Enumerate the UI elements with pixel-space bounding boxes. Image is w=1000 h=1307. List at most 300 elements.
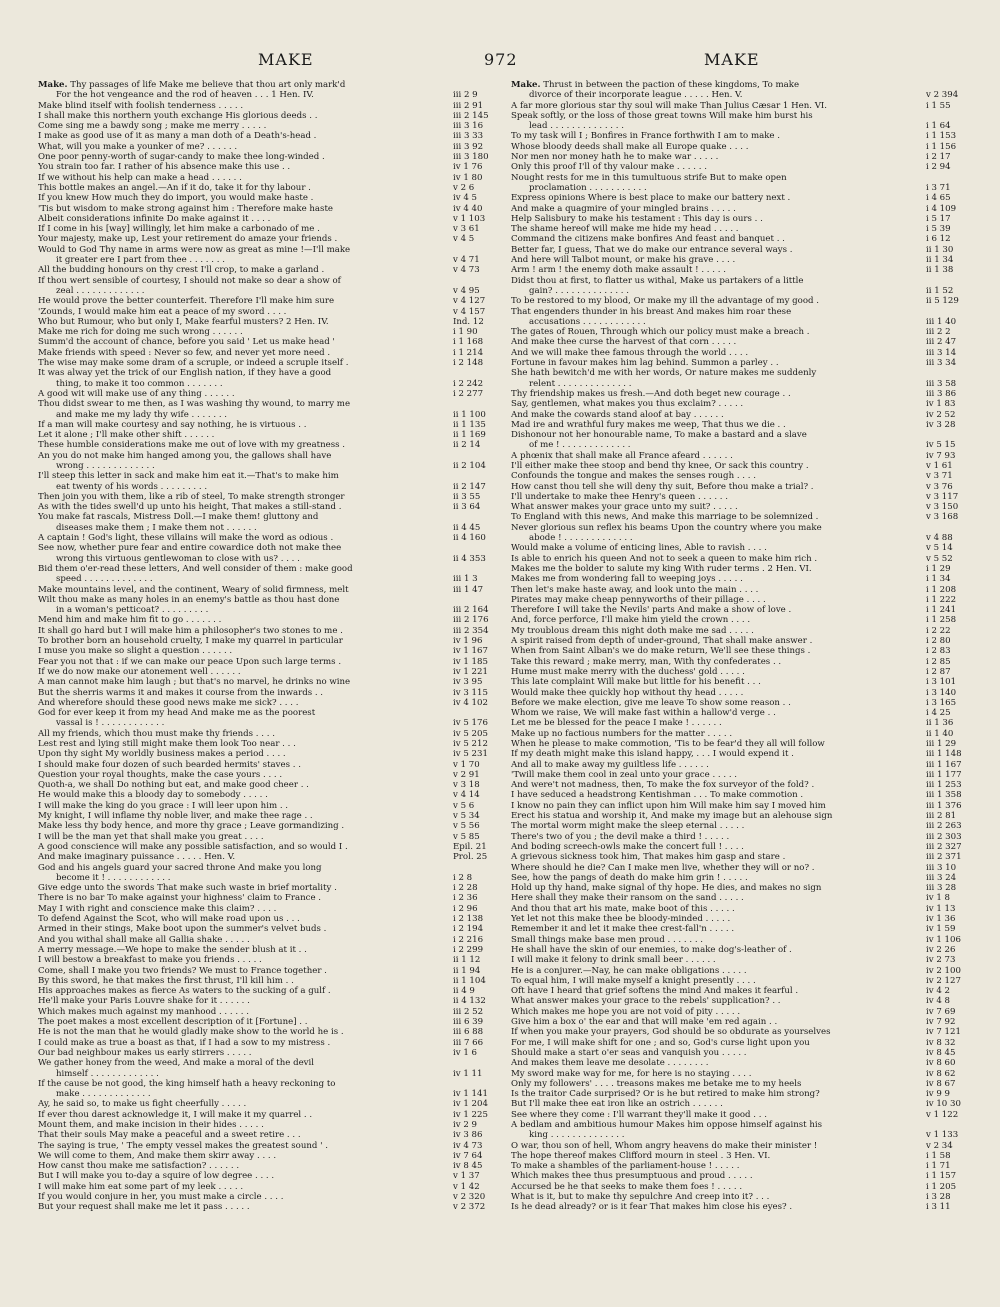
act-scene-line-reference: ii 4 160 xyxy=(451,533,513,543)
act-scene-line-reference: i 1 71 xyxy=(924,1161,986,1171)
quotation-text: Wilt thou make as many holes in an enemy's battle as thou hast done xyxy=(38,594,340,605)
act-scene-line-reference: iii 1 358 xyxy=(924,790,986,800)
concordance-line xyxy=(38,1161,513,1171)
act-scene-line-reference: i 1 58 xyxy=(924,1151,986,1161)
quotation-text: Make mountains level, and the continent, Weary of solid firmness, melt xyxy=(38,584,349,595)
quotation-text: How canst thou make me satisfaction? . . . . . . xyxy=(38,1161,240,1172)
quotation-text: There's two of you ; the devil make a third ! . . . . . xyxy=(511,831,730,842)
quotation-text: That engenders thunder in his breast And makes him roar these xyxy=(511,306,792,317)
quotation-text: If you would conjure in her, you must make a circle . . . . xyxy=(38,1192,284,1203)
quotation-text: Dishonour not her honourable name, To make a bastard and a slave xyxy=(511,430,807,441)
quotation-text: Thou didst swear to me then, as I was washing thy wound, to marry me xyxy=(38,399,351,410)
act-scene-line-reference: v 5 52 xyxy=(924,554,986,564)
quotation-text: Small things make base men proud . . . . . . . xyxy=(511,934,704,945)
act-scene-line-reference: iv 2 26 xyxy=(924,945,986,955)
quotation-text: eat twenty of his words . . . . . . . . . xyxy=(56,481,208,492)
quotation-text: Here shall they make their ransom on the sand . . . . . xyxy=(511,893,744,904)
act-scene-line-reference: iv 3 86 xyxy=(451,1130,513,1140)
concordance-line xyxy=(38,554,513,564)
quotation-text: And we will make thee famous through the world . . . . xyxy=(511,347,749,358)
quotation-text: I will make him eat some part of my leek . . . . . xyxy=(38,1181,244,1192)
act-scene-line-reference: i 3 71 xyxy=(924,183,986,193)
act-scene-line-reference: v 4 127 xyxy=(451,296,513,306)
quotation-text: A far more glorious star thy soul will make Than Julius Cæsar 1 Hen. VI. xyxy=(511,100,828,111)
concordance-line xyxy=(38,636,513,646)
concordance-line xyxy=(511,1110,986,1120)
quotation-text: Makes me the bolder to salute my king With ruder terms . 2 Hen. VI. xyxy=(511,563,812,574)
quotation-text: proclamation . . . . . . . . . . . xyxy=(529,182,647,193)
quotation-text: Would make a volume of enticing lines, Able to ravish . . . . xyxy=(511,543,767,554)
concordance-line xyxy=(511,1192,986,1202)
act-scene-line-reference: ii 3 64 xyxy=(451,502,513,512)
concordance-line xyxy=(38,286,513,296)
act-scene-line-reference: i 3 28 xyxy=(924,1192,986,1202)
concordance-line xyxy=(38,255,513,265)
concordance-line xyxy=(38,924,513,934)
quotation-text: And make the cowards stand aloof at bay . . . . . . xyxy=(511,409,724,420)
concordance-line xyxy=(38,152,513,162)
concordance-line xyxy=(511,626,986,636)
act-scene-line-reference: iii 1 167 xyxy=(924,760,986,770)
act-scene-line-reference: iv 1 13 xyxy=(924,904,986,914)
quotation-text: Make. Thrust in between the paction of these kingdoms, To make xyxy=(511,80,800,90)
quotation-text: It shall go hard but I will make him a philosopher's two stones to me . xyxy=(38,625,343,636)
quotation-text: He is a conjurer.—Nay, he can make obligations . . . . . xyxy=(511,965,747,976)
act-scene-line-reference: iv 2 52 xyxy=(924,410,986,420)
act-scene-line-reference: iii 1 47 xyxy=(451,585,513,595)
act-scene-line-reference: ii 4 45 xyxy=(451,523,513,533)
quotation-text: Let me be blessed for the peace I make ! . . . . . . xyxy=(511,718,722,729)
concordance-line xyxy=(38,996,513,1006)
concordance-line xyxy=(511,904,986,914)
act-scene-line-reference: ii 4 9 xyxy=(451,986,513,996)
concordance-line xyxy=(511,1130,986,1140)
concordance-line xyxy=(511,749,986,759)
quotation-text: A merry message.—We hope to make the sender blush at it . . xyxy=(38,944,307,955)
act-scene-line-reference: iv 2 100 xyxy=(924,966,986,976)
act-scene-line-reference: v 5 56 xyxy=(451,821,513,831)
act-scene-line-reference: i 3 101 xyxy=(924,677,986,687)
quotation-text: it greater ere I part from thee . . . . . . . xyxy=(56,255,225,266)
concordance-line xyxy=(38,265,513,275)
act-scene-line-reference: iii 1 29 xyxy=(924,739,986,749)
quotation-text: Whom we raise, We will make fast within a hallow'd verge . . xyxy=(511,708,776,719)
act-scene-line-reference: v 1 70 xyxy=(451,760,513,770)
quotation-text: If ever thou darest acknowledge it, I will make it my quarrel . . xyxy=(38,1109,313,1120)
quotation-text: My knight, I will inflame thy noble liver, and make thee rage . . xyxy=(38,811,313,822)
concordance-line xyxy=(511,234,986,244)
concordance-line xyxy=(511,976,986,986)
act-scene-line-reference: iv 5 176 xyxy=(451,718,513,728)
quotation-text: A man cannot make him laugh ; but that's no marvel, he drinks no wine xyxy=(38,677,351,688)
quotation-text: When from Saint Alban's we do make return, We'll see these things . xyxy=(511,646,811,657)
quotation-text: Come sing me a bawdy song ; make me merry . . . . . xyxy=(38,121,267,132)
concordance-line xyxy=(38,780,513,790)
act-scene-line-reference: iv 1 6 xyxy=(451,1048,513,1058)
act-scene-line-reference: v 1 133 xyxy=(924,1130,986,1140)
concordance-line xyxy=(38,317,513,327)
act-scene-line-reference: i 2 85 xyxy=(924,657,986,667)
concordance-line xyxy=(38,492,513,502)
act-scene-line-reference: v 5 6 xyxy=(451,801,513,811)
act-scene-line-reference: iii 6 39 xyxy=(451,1017,513,1027)
act-scene-line-reference: iv 4 102 xyxy=(451,698,513,708)
quotation-text: And you withal shall make all Gallia shake . . . . . xyxy=(38,934,250,945)
quotation-text: And wherefore should these good news make me sick? . . . . xyxy=(38,697,299,708)
quotation-text: Then join you with them, like a rib of steel, To make strength stronger xyxy=(38,491,345,502)
quotation-text: Would to God Thy name in arms were now as great as mine !—I'll make xyxy=(38,244,351,255)
concordance-line xyxy=(38,410,513,420)
quotation-text: If thou wert sensible of courtesy, I should not make so dear a show of xyxy=(38,275,341,286)
concordance-line xyxy=(511,574,986,584)
quotation-text: Our bad neighbour makes us early stirrers . . . . . xyxy=(38,1047,252,1058)
act-scene-line-reference: iv 1 225 xyxy=(451,1110,513,1120)
concordance-line xyxy=(511,1151,986,1161)
act-scene-line-reference: iv 8 45 xyxy=(924,1048,986,1058)
quotation-text: zeal . . . . . . . . . . . . . xyxy=(56,285,145,296)
quotation-text: and make me my lady thy wife . . . . . . . xyxy=(56,409,228,420)
act-scene-line-reference: iv 2 9 xyxy=(451,1120,513,1130)
concordance-line xyxy=(38,420,513,430)
act-scene-line-reference: ii 1 30 xyxy=(924,245,986,255)
quotation-text: My troublous dream this night doth make me sad . . . . . xyxy=(511,625,754,636)
quotation-text: All my friends, which thou must make thy friends . . . . xyxy=(38,728,275,739)
concordance-line xyxy=(38,1038,513,1048)
concordance-line xyxy=(511,1089,986,1099)
concordance-line xyxy=(38,399,513,409)
act-scene-line-reference: iii 3 33 xyxy=(451,131,513,141)
act-scene-line-reference: i 4 109 xyxy=(924,204,986,214)
quotation-text: Would make thee quickly hop without thy head . . . . . xyxy=(511,687,744,698)
quotation-text: To make a shambles of the parliament-house ! . . . . . xyxy=(511,1161,740,1172)
quotation-text: There is no bar To make against your highness' claim to France . xyxy=(38,893,321,904)
concordance-line xyxy=(511,770,986,780)
concordance-line xyxy=(511,564,986,574)
concordance-line xyxy=(511,1058,986,1068)
act-scene-line-reference: iv 10 30 xyxy=(924,1099,986,1109)
act-scene-line-reference: i 1 29 xyxy=(924,564,986,574)
concordance-line xyxy=(38,379,513,389)
concordance-line xyxy=(38,327,513,337)
concordance-line xyxy=(511,482,986,492)
act-scene-line-reference: i 1 208 xyxy=(924,585,986,595)
concordance-line xyxy=(511,1027,986,1037)
concordance-line xyxy=(511,863,986,873)
quotation-text: My sword make way for me, for here is no staying . . . . xyxy=(511,1068,752,1079)
quotation-text: Mount them, and make incision in their hides . . . . . xyxy=(38,1119,264,1130)
concordance-line xyxy=(38,852,513,862)
quotation-text: lead . . . . . . . . . . . . . . xyxy=(529,121,624,132)
act-scene-line-reference: i 2 96 xyxy=(451,904,513,914)
quotation-text: Make me rich for doing me such wrong . . . . . . xyxy=(38,327,243,338)
act-scene-line-reference: i 2 242 xyxy=(451,379,513,389)
act-scene-line-reference: iv 4 5 xyxy=(451,193,513,203)
quotation-text: Bid them o'er-read these letters, And well consider of them : make good xyxy=(38,563,353,574)
concordance-line xyxy=(38,718,513,728)
concordance-line xyxy=(38,234,513,244)
act-scene-line-reference: ii 1 40 xyxy=(924,729,986,739)
quotation-text: If a man will make courtesy and say nothing, he is virtuous . . xyxy=(38,419,307,430)
quotation-text: The wise may make some dram of a scruple, or indeed a scruple itself . xyxy=(38,358,349,369)
act-scene-line-reference: iii 3 180 xyxy=(451,152,513,162)
act-scene-line-reference: v 4 88 xyxy=(924,533,986,543)
quotation-text: Fortune in favour makes him lag behind. Summon a parley . . xyxy=(511,358,779,369)
concordance-line xyxy=(511,935,986,945)
quotation-text: vassal is ! . . . . . . . . . . . . xyxy=(56,718,165,729)
concordance-line xyxy=(511,1182,986,1192)
act-scene-line-reference: iii 1 376 xyxy=(924,801,986,811)
act-scene-line-reference: iii 2 81 xyxy=(924,811,986,821)
act-scene-line-reference: iv 8 67 xyxy=(924,1079,986,1089)
act-scene-line-reference: v 4 71 xyxy=(451,255,513,265)
act-scene-line-reference: iii 3 92 xyxy=(451,142,513,152)
act-scene-line-reference: v 2 394 xyxy=(924,90,986,100)
quotation-text: Make friends with speed : Never so few, and never yet more need . xyxy=(38,347,331,358)
act-scene-line-reference: iv 3 28 xyxy=(924,420,986,430)
concordance-line xyxy=(38,440,513,450)
act-scene-line-reference: iii 3 14 xyxy=(924,348,986,358)
act-scene-line-reference: v 2 6 xyxy=(451,183,513,193)
concordance-line xyxy=(511,214,986,224)
concordance-line xyxy=(511,636,986,646)
act-scene-line-reference: iii 2 354 xyxy=(451,626,513,636)
quotation-text: Fear you not that : if we can make our peace Upon such large terms . xyxy=(38,656,342,667)
act-scene-line-reference: i 1 241 xyxy=(924,605,986,615)
concordance-line xyxy=(511,986,986,996)
concordance-line xyxy=(511,471,986,481)
concordance-line xyxy=(511,924,986,934)
concordance-line xyxy=(511,1099,986,1109)
act-scene-line-reference: ii 1 135 xyxy=(451,420,513,430)
quotation-text: Only my followers' . . . . treasons makes me betake me to my heels xyxy=(511,1078,802,1089)
act-scene-line-reference: i 1 34 xyxy=(924,574,986,584)
act-scene-line-reference: i 1 157 xyxy=(924,1171,986,1181)
quotation-text: If we without his help can make a head . . . . . . xyxy=(38,172,242,183)
concordance-line xyxy=(511,873,986,883)
concordance-line xyxy=(38,204,513,214)
act-scene-line-reference: i 2 28 xyxy=(451,883,513,893)
quotation-text: wrong this virtuous gentlewoman to close with us? . . . . xyxy=(56,553,300,564)
concordance-line xyxy=(511,688,986,698)
header-left-word: MAKE xyxy=(258,50,314,69)
quotation-text: Is the traitor Cade surprised? Or is he but retired to make him strong? xyxy=(511,1089,820,1100)
concordance-line xyxy=(38,101,513,111)
concordance-line xyxy=(38,749,513,759)
quotation-text: Command the citizens make bonfires And feast and banquet . . xyxy=(511,234,785,245)
quotation-text: Upon thy sight My worldly business makes a period . . . . xyxy=(38,749,286,760)
concordance-line xyxy=(511,142,986,152)
quotation-text: Mad ire and wrathful fury makes me weep, That thus we die . . xyxy=(511,419,786,430)
concordance-line xyxy=(38,986,513,996)
act-scene-line-reference: i 1 156 xyxy=(924,142,986,152)
act-scene-line-reference: iv 1 96 xyxy=(451,636,513,646)
concordance-line xyxy=(511,173,986,183)
quotation-text: I will make it felony to drink small beer . . . . . . xyxy=(511,955,716,966)
concordance-line xyxy=(511,842,986,852)
quotation-text: Nought rests for me in this tumultuous strife But to make open xyxy=(511,172,787,183)
act-scene-line-reference: iv 1 83 xyxy=(924,399,986,409)
act-scene-line-reference: v 3 71 xyxy=(924,471,986,481)
concordance-line xyxy=(511,708,986,718)
concordance-line xyxy=(38,1110,513,1120)
quotation-text: Make up no factious numbers for the matter . . . . . xyxy=(511,728,733,739)
concordance-line xyxy=(511,852,986,862)
quotation-text: Which makes thee thus presumptuous and proud . . . . . xyxy=(511,1171,753,1182)
act-scene-line-reference: i 2 299 xyxy=(451,945,513,955)
act-scene-line-reference: v 4 95 xyxy=(451,286,513,296)
quotation-text: Arm ! arm ! the enemy doth make assault ! . . . . . xyxy=(511,265,726,276)
concordance-line xyxy=(511,152,986,162)
concordance-line xyxy=(511,1161,986,1171)
quotation-text: Summ'd the account of chance, before you said ' Let us make head ' xyxy=(38,337,335,348)
quotation-text: For me, I will make shift for one ; and so, God's curse light upon you xyxy=(511,1037,810,1048)
quotation-text: Armed in their stings, Make boot upon the summer's velvet buds . xyxy=(38,924,327,935)
quotation-text: The mortal worm might make the sleep eternal . . . . . xyxy=(511,821,745,832)
act-scene-line-reference: ii 1 52 xyxy=(924,286,986,296)
concordance-line xyxy=(38,698,513,708)
act-scene-line-reference: ii 1 12 xyxy=(451,955,513,965)
concordance-line xyxy=(38,1007,513,1017)
concordance-line xyxy=(38,585,513,595)
quotation-text: He is not the man that he would gladly make show to the world he is . xyxy=(38,1027,344,1038)
act-scene-line-reference: i 4 65 xyxy=(924,193,986,203)
act-scene-line-reference: i 2 17 xyxy=(924,152,986,162)
quotation-text: make . . . . . . . . . . . . . xyxy=(56,1089,151,1100)
quotation-text: One poor penny-worth of sugar-candy to make thee long-winded . xyxy=(38,152,325,163)
quotation-text: Nor men nor money hath he to make war . . . . . xyxy=(511,152,719,163)
quotation-text: divorce of their incorporate league . . . . . Hen. V. xyxy=(529,90,743,101)
act-scene-line-reference: v 3 61 xyxy=(451,224,513,234)
quotation-text: To be restored to my blood, Or make my ill the advantage of my good . xyxy=(511,296,819,307)
act-scene-line-reference: i 2 148 xyxy=(451,358,513,368)
quotation-text: God for ever keep it from my head And make me as the poorest xyxy=(38,708,316,719)
concordance-line xyxy=(38,626,513,636)
quotation-text: I muse you make so slight a question . . . . . . xyxy=(38,646,233,657)
concordance-line xyxy=(511,451,986,461)
quotation-text: He'll make your Paris Louvre shake for it . . . . . . xyxy=(38,996,250,1007)
act-scene-line-reference: iv 7 92 xyxy=(924,1017,986,1027)
concordance-line xyxy=(38,1058,513,1068)
concordance-line xyxy=(511,502,986,512)
quotation-text: You strain too far. I rather of his absence make this use . . xyxy=(38,162,291,173)
act-scene-line-reference: v 4 73 xyxy=(451,265,513,275)
act-scene-line-reference: Prol. 25 xyxy=(451,852,513,862)
concordance-line xyxy=(38,276,513,286)
act-scene-line-reference: v 2 91 xyxy=(451,770,513,780)
act-scene-line-reference: iv 8 60 xyxy=(924,1058,986,1068)
act-scene-line-reference: iv 8 45 xyxy=(451,1161,513,1171)
quotation-text: Help Salisbury to make his testament : This day is ours . . xyxy=(511,213,763,224)
concordance-line xyxy=(38,976,513,986)
act-scene-line-reference: i 2 216 xyxy=(451,935,513,945)
quotation-text: I know no pain they can inflict upon him Will make him say I moved him xyxy=(511,800,826,811)
page-number: 972 xyxy=(484,50,518,69)
act-scene-line-reference: v 3 150 xyxy=(924,502,986,512)
act-scene-line-reference: iv 5 212 xyxy=(451,739,513,749)
act-scene-line-reference: ii 1 100 xyxy=(451,410,513,420)
quotation-text: And make a quagmire of your mingled brains . . . . . xyxy=(511,203,736,214)
quotation-text: And here will Talbot mount, or make his grave . . . . xyxy=(511,255,736,266)
quotation-text: Erect his statua and worship it, And make my image but an alehouse sign xyxy=(511,811,833,822)
act-scene-line-reference: i 3 11 xyxy=(924,1202,986,1212)
concordance-line xyxy=(38,430,513,440)
act-scene-line-reference: iii 3 34 xyxy=(924,358,986,368)
quotation-text: And boding screech-owls make the concert full ! . . . . xyxy=(511,841,744,852)
concordance-line xyxy=(38,1192,513,1202)
act-scene-line-reference: iv 7 93 xyxy=(924,451,986,461)
quotation-text: Oft have I heard that grief softens the mind And makes it fearful . xyxy=(511,986,799,997)
quotation-text: If my death might make this island happy, . . . I would expend it . xyxy=(511,749,794,760)
quotation-text: become it ! . . . . . . . . . . . . xyxy=(56,872,171,883)
concordance-line xyxy=(38,760,513,770)
act-scene-line-reference: iv 7 64 xyxy=(451,1151,513,1161)
act-scene-line-reference: iv 1 36 xyxy=(924,914,986,924)
concordance-line xyxy=(511,698,986,708)
concordance-line xyxy=(511,379,986,389)
act-scene-line-reference: i 2 94 xyxy=(924,162,986,172)
act-scene-line-reference: v 1 37 xyxy=(451,1171,513,1181)
quotation-text: Make. Thy passages of life Make me believe that thou art only mark'd xyxy=(38,80,346,90)
act-scene-line-reference: v 1 103 xyxy=(451,214,513,224)
quotation-text: The saying is true, ' The empty vessel makes the greatest sound ' . xyxy=(38,1140,328,1151)
concordance-line xyxy=(38,646,513,656)
act-scene-line-reference: ii 4 132 xyxy=(451,996,513,1006)
act-scene-line-reference: v 3 117 xyxy=(924,492,986,502)
quotation-text: He would prove the better counterfeit. Therefore I'll make him sure xyxy=(38,296,335,307)
act-scene-line-reference: iv 1 141 xyxy=(451,1089,513,1099)
quotation-text: Hume must make merry with the duchess' gold . . . . . xyxy=(511,666,745,677)
concordance-line xyxy=(38,162,513,172)
concordance-line xyxy=(38,1171,513,1181)
concordance-line xyxy=(38,914,513,924)
concordance-line xyxy=(511,543,986,553)
act-scene-line-reference: iii 3 58 xyxy=(924,379,986,389)
act-scene-line-reference: v 5 85 xyxy=(451,832,513,842)
quotation-text: To brother born an household cruelty, I make my quarrel in particular xyxy=(38,636,343,647)
quotation-text: The hope thereof makes Clifford mourn in steel . 3 Hen. VI. xyxy=(511,1150,771,1161)
concordance-line xyxy=(38,111,513,121)
act-scene-line-reference: i 2 194 xyxy=(451,924,513,934)
quotation-text: He would make this a bloody day to somebody . . . . . xyxy=(38,790,268,801)
concordance-line xyxy=(38,790,513,800)
quotation-text: Therefore I will take the Nevils' parts And make a show of love . xyxy=(511,605,792,616)
quotation-text: wrong . . . . . . . . . . . . . xyxy=(56,460,155,471)
quotation-text: Say, gentlemen, what makes you thus exclaim? . . . . . xyxy=(511,399,744,410)
concordance-line xyxy=(38,512,513,522)
concordance-line xyxy=(38,389,513,399)
concordance-line xyxy=(38,523,513,533)
concordance-line xyxy=(511,554,986,564)
act-scene-line-reference: i 5 17 xyxy=(924,214,986,224)
concordance-line xyxy=(511,276,986,286)
act-scene-line-reference: iv 9 9 xyxy=(924,1089,986,1099)
quotation-text: And make imaginary puissance . . . . . Hen. V. xyxy=(38,852,236,863)
act-scene-line-reference: iv 5 231 xyxy=(451,749,513,759)
act-scene-line-reference: i 1 205 xyxy=(924,1182,986,1192)
quotation-text: Make less thy body hence, and more thy grace ; Leave gormandizing . xyxy=(38,821,345,832)
quotation-text: But I will make you to-day a squire of low degree . . . . xyxy=(38,1171,275,1182)
concordance-line xyxy=(511,193,986,203)
concordance-line xyxy=(511,585,986,595)
quotation-text: What is it, but to make thy sepulchre And creep into it? . . . xyxy=(511,1192,770,1203)
quotation-text: Pirates may make cheap pennyworths of their pillage . . . . xyxy=(511,594,766,605)
concordance-line xyxy=(511,1038,986,1048)
quotation-text: And were't not madness, then, To make the fox surveyor of the fold? . xyxy=(511,780,815,791)
quotation-text: Give edge unto the swords That make such waste in brief mortality . xyxy=(38,883,337,894)
concordance-line xyxy=(38,1130,513,1140)
act-scene-line-reference: v 4 5 xyxy=(451,234,513,244)
concordance-line xyxy=(511,512,986,522)
